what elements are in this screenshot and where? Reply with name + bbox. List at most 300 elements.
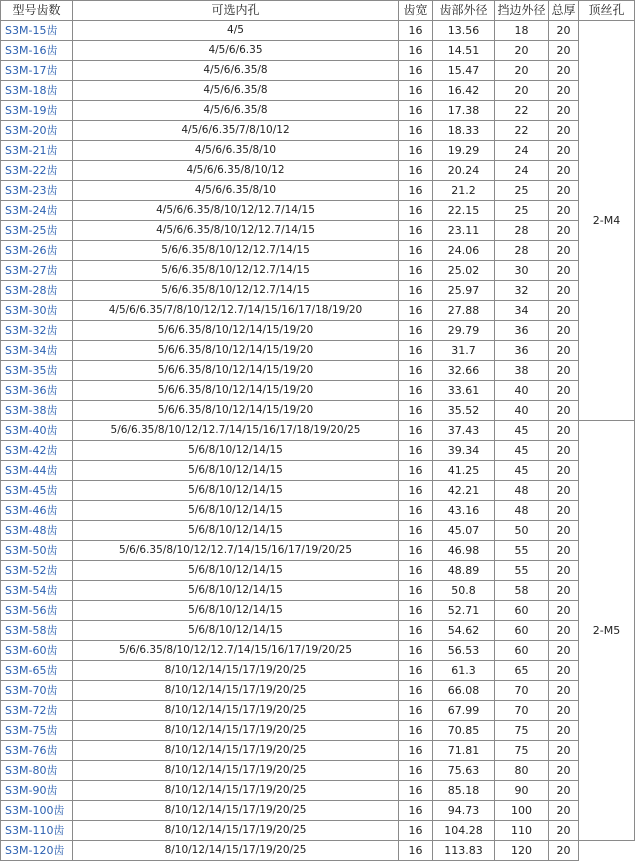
cell-model: S3M-22齿: [1, 161, 73, 181]
table-row: [1, 601, 635, 621]
cell-tooth-od: 85.18: [433, 781, 495, 801]
cell-tooth-width: 16: [399, 701, 433, 721]
cell-tooth-width: 16: [399, 641, 433, 661]
cell-total-thickness: 20: [549, 361, 579, 381]
header-tooth-od: 齿部外径: [433, 1, 495, 21]
cell-model: S3M-100齿: [1, 801, 73, 821]
table-row: [1, 361, 635, 381]
cell-model: S3M-54齿: [1, 581, 73, 601]
cell-bores: 4/5/6/6.35/8/10: [73, 181, 399, 201]
cell-flange-od: 22: [495, 121, 549, 141]
cell-tooth-od: 46.98: [433, 541, 495, 561]
cell-tooth-width: 16: [399, 841, 433, 861]
cell-tooth-od: 29.79: [433, 321, 495, 341]
cell-total-thickness: 20: [549, 81, 579, 101]
cell-flange-od: 24: [495, 161, 549, 181]
cell-model: S3M-40齿: [1, 421, 73, 441]
cell-model: S3M-75齿: [1, 721, 73, 741]
table-row: [1, 141, 635, 161]
table-row: [1, 801, 635, 821]
cell-bores: 4/5/6/6.35/8: [73, 61, 399, 81]
table-row: [1, 781, 635, 801]
cell-model: S3M-23齿: [1, 181, 73, 201]
cell-tooth-od: 70.85: [433, 721, 495, 741]
table-row: [1, 321, 635, 341]
cell-tooth-od: 42.21: [433, 481, 495, 501]
cell-total-thickness: 20: [549, 721, 579, 741]
cell-tooth-od: 43.16: [433, 501, 495, 521]
cell-tooth-width: 16: [399, 381, 433, 401]
cell-tooth-width: 16: [399, 581, 433, 601]
cell-tooth-width: 16: [399, 781, 433, 801]
cell-bores: 5/6/6.35/8/10/12/12.7/14/15: [73, 261, 399, 281]
cell-flange-od: 24: [495, 141, 549, 161]
cell-model: S3M-28齿: [1, 281, 73, 301]
cell-total-thickness: 20: [549, 781, 579, 801]
table-row: [1, 241, 635, 261]
cell-total-thickness: 20: [549, 681, 579, 701]
cell-model: S3M-44齿: [1, 461, 73, 481]
cell-tooth-width: 16: [399, 21, 433, 41]
cell-tooth-width: 16: [399, 341, 433, 361]
cell-tooth-width: 16: [399, 261, 433, 281]
cell-total-thickness: 20: [549, 601, 579, 621]
cell-flange-od: 50: [495, 521, 549, 541]
cell-total-thickness: 20: [549, 421, 579, 441]
cell-tooth-od: 22.15: [433, 201, 495, 221]
cell-flange-od: 28: [495, 241, 549, 261]
cell-bores: 8/10/12/14/15/17/19/20/25: [73, 841, 399, 861]
cell-bores: 5/6/6.35/8/10/12/14/15/19/20: [73, 381, 399, 401]
table-row: [1, 461, 635, 481]
cell-total-thickness: 20: [549, 101, 579, 121]
table-row: [1, 81, 635, 101]
cell-bores: 4/5/6/6.35/8/10/12/12.7/14/15: [73, 201, 399, 221]
table-row: [1, 121, 635, 141]
cell-total-thickness: 20: [549, 221, 579, 241]
cell-tooth-od: 25.02: [433, 261, 495, 281]
cell-flange-od: 75: [495, 721, 549, 741]
cell-flange-od: 36: [495, 321, 549, 341]
cell-tooth-od: 14.51: [433, 41, 495, 61]
cell-tooth-width: 16: [399, 801, 433, 821]
table-row: [1, 641, 635, 661]
cell-model: S3M-72齿: [1, 701, 73, 721]
cell-model: S3M-34齿: [1, 341, 73, 361]
cell-total-thickness: 20: [549, 401, 579, 421]
cell-model: S3M-58齿: [1, 621, 73, 641]
cell-total-thickness: 20: [549, 541, 579, 561]
cell-bores: 4/5/6/6.35/8/10/12: [73, 161, 399, 181]
cell-bores: 5/6/6.35/8/10/12/12.7/14/15/16/17/19/20/25: [73, 641, 399, 661]
table-row: [1, 541, 635, 561]
cell-total-thickness: 20: [549, 201, 579, 221]
cell-flange-od: 38: [495, 361, 549, 381]
cell-model: S3M-56齿: [1, 601, 73, 621]
cell-bores: 4/5/6/6.35/8/10: [73, 141, 399, 161]
cell-tooth-od: 71.81: [433, 741, 495, 761]
cell-flange-od: 55: [495, 561, 549, 581]
cell-model: S3M-60齿: [1, 641, 73, 661]
cell-flange-od: 48: [495, 501, 549, 521]
cell-total-thickness: 20: [549, 561, 579, 581]
cell-model: S3M-50齿: [1, 541, 73, 561]
cell-flange-od: 25: [495, 181, 549, 201]
table-row: [1, 661, 635, 681]
cell-flange-od: 20: [495, 41, 549, 61]
cell-tooth-od: 20.24: [433, 161, 495, 181]
table-row: [1, 721, 635, 741]
cell-tooth-width: 16: [399, 561, 433, 581]
table-row: [1, 521, 635, 541]
cell-model: S3M-26齿: [1, 241, 73, 261]
cell-bores: 5/6/8/10/12/14/15: [73, 561, 399, 581]
cell-flange-od: 40: [495, 381, 549, 401]
cell-total-thickness: 20: [549, 761, 579, 781]
cell-flange-od: 70: [495, 701, 549, 721]
cell-tooth-od: 32.66: [433, 361, 495, 381]
cell-model: S3M-27齿: [1, 261, 73, 281]
cell-total-thickness: 20: [549, 481, 579, 501]
cell-bores: 4/5/6/6.35/8/10/12/12.7/14/15: [73, 221, 399, 241]
cell-tooth-od: 27.88: [433, 301, 495, 321]
table-row: [1, 221, 635, 241]
cell-model: S3M-90齿: [1, 781, 73, 801]
cell-total-thickness: 20: [549, 381, 579, 401]
cell-model: S3M-18齿: [1, 81, 73, 101]
cell-tooth-od: 24.06: [433, 241, 495, 261]
cell-flange-od: 30: [495, 261, 549, 281]
cell-flange-od: 22: [495, 101, 549, 121]
cell-total-thickness: 20: [549, 281, 579, 301]
cell-tooth-od: 66.08: [433, 681, 495, 701]
cell-tooth-width: 16: [399, 601, 433, 621]
table-row: [1, 381, 635, 401]
cell-tooth-od: 56.53: [433, 641, 495, 661]
table-row: [1, 701, 635, 721]
cell-total-thickness: 20: [549, 441, 579, 461]
cell-model: S3M-20齿: [1, 121, 73, 141]
cell-total-thickness: 20: [549, 701, 579, 721]
cell-bores: 8/10/12/14/15/17/19/20/25: [73, 701, 399, 721]
table-body: [1, 21, 635, 861]
table-row: [1, 501, 635, 521]
cell-model: S3M-42齿: [1, 441, 73, 461]
cell-flange-od: 36: [495, 341, 549, 361]
cell-bores: 4/5: [73, 21, 399, 41]
table-row: [1, 281, 635, 301]
cell-flange-od: 40: [495, 401, 549, 421]
cell-tooth-od: 19.29: [433, 141, 495, 161]
table-row: [1, 161, 635, 181]
cell-tooth-width: 16: [399, 61, 433, 81]
cell-total-thickness: 20: [549, 461, 579, 481]
cell-flange-od: 110: [495, 821, 549, 841]
cell-total-thickness: 20: [549, 641, 579, 661]
table-row: [1, 401, 635, 421]
cell-tooth-width: 16: [399, 681, 433, 701]
cell-model: S3M-45齿: [1, 481, 73, 501]
header-total-thickness: 总厚: [549, 1, 579, 21]
cell-tooth-od: 18.33: [433, 121, 495, 141]
cell-bores: 5/6/6.35/8/10/12/14/15/19/20: [73, 321, 399, 341]
cell-tooth-od: 54.62: [433, 621, 495, 641]
cell-model: S3M-15齿: [1, 21, 73, 41]
cell-flange-od: 25: [495, 201, 549, 221]
cell-flange-od: 65: [495, 661, 549, 681]
cell-model: S3M-110齿: [1, 821, 73, 841]
table-row: [1, 421, 635, 441]
cell-bores: 8/10/12/14/15/17/19/20/25: [73, 801, 399, 821]
cell-tooth-width: 16: [399, 301, 433, 321]
cell-flange-od: 45: [495, 421, 549, 441]
cell-bores: 5/6/6.35/8/10/12/12.7/14/15/16/17/18/19/20/25: [73, 421, 399, 441]
cell-bores: 5/6/6.35/8/10/12/12.7/14/15: [73, 241, 399, 261]
cell-bores: 5/6/8/10/12/14/15: [73, 461, 399, 481]
cell-tooth-width: 16: [399, 141, 433, 161]
cell-total-thickness: 20: [549, 321, 579, 341]
cell-tooth-width: 16: [399, 441, 433, 461]
cell-tooth-od: 61.3: [433, 661, 495, 681]
cell-tooth-width: 16: [399, 401, 433, 421]
table-row: [1, 821, 635, 841]
cell-flange-od: 75: [495, 741, 549, 761]
cell-bores: 8/10/12/14/15/17/19/20/25: [73, 781, 399, 801]
cell-tooth-od: 39.34: [433, 441, 495, 461]
table-row: [1, 681, 635, 701]
cell-total-thickness: 20: [549, 181, 579, 201]
cell-total-thickness: 20: [549, 301, 579, 321]
cell-tooth-od: 25.97: [433, 281, 495, 301]
table-row: [1, 21, 635, 41]
cell-tooth-width: 16: [399, 181, 433, 201]
cell-tooth-width: 16: [399, 201, 433, 221]
cell-bores: 5/6/8/10/12/14/15: [73, 441, 399, 461]
cell-bores: 5/6/8/10/12/14/15: [73, 521, 399, 541]
cell-total-thickness: 20: [549, 841, 579, 861]
cell-flange-od: 28: [495, 221, 549, 241]
cell-set-screw: 2-M4: [579, 21, 635, 421]
cell-model: S3M-48齿: [1, 521, 73, 541]
table-row: [1, 181, 635, 201]
header-flange-od: 挡边外径: [495, 1, 549, 21]
cell-model: S3M-19齿: [1, 101, 73, 121]
cell-model: S3M-17齿: [1, 61, 73, 81]
cell-bores: 5/6/8/10/12/14/15: [73, 481, 399, 501]
cell-total-thickness: 20: [549, 801, 579, 821]
cell-bores: 5/6/8/10/12/14/15: [73, 501, 399, 521]
cell-model: S3M-38齿: [1, 401, 73, 421]
cell-bores: 8/10/12/14/15/17/19/20/25: [73, 661, 399, 681]
cell-model: S3M-24齿: [1, 201, 73, 221]
cell-tooth-od: 52.71: [433, 601, 495, 621]
cell-tooth-width: 16: [399, 521, 433, 541]
cell-flange-od: 60: [495, 601, 549, 621]
cell-tooth-od: 94.73: [433, 801, 495, 821]
cell-tooth-width: 16: [399, 621, 433, 641]
cell-model: S3M-52齿: [1, 561, 73, 581]
cell-flange-od: 55: [495, 541, 549, 561]
cell-tooth-width: 16: [399, 81, 433, 101]
cell-tooth-od: 23.11: [433, 221, 495, 241]
cell-bores: 8/10/12/14/15/17/19/20/25: [73, 741, 399, 761]
cell-flange-od: 18: [495, 21, 549, 41]
cell-tooth-width: 16: [399, 481, 433, 501]
cell-tooth-width: 16: [399, 661, 433, 681]
cell-tooth-od: 15.47: [433, 61, 495, 81]
cell-tooth-width: 16: [399, 421, 433, 441]
table-row: [1, 261, 635, 281]
cell-total-thickness: 20: [549, 141, 579, 161]
cell-bores: 4/5/6/6.35/8: [73, 81, 399, 101]
header-set-screw: 顶丝孔: [579, 1, 635, 21]
table-row: [1, 41, 635, 61]
cell-flange-od: 20: [495, 81, 549, 101]
cell-total-thickness: 20: [549, 741, 579, 761]
cell-total-thickness: 20: [549, 121, 579, 141]
cell-tooth-width: 16: [399, 161, 433, 181]
cell-tooth-od: 31.7: [433, 341, 495, 361]
cell-flange-od: 100: [495, 801, 549, 821]
cell-flange-od: 60: [495, 641, 549, 661]
cell-tooth-width: 16: [399, 241, 433, 261]
cell-model: S3M-46齿: [1, 501, 73, 521]
cell-tooth-od: 37.43: [433, 421, 495, 441]
cell-model: S3M-25齿: [1, 221, 73, 241]
cell-tooth-od: 17.38: [433, 101, 495, 121]
cell-bores: 5/6/6.35/8/10/12/14/15/19/20: [73, 341, 399, 361]
cell-model: S3M-30齿: [1, 301, 73, 321]
cell-total-thickness: 20: [549, 821, 579, 841]
header-tooth-width: 齿宽: [399, 1, 433, 21]
cell-bores: 5/6/8/10/12/14/15: [73, 621, 399, 641]
header-model: 型号齿数: [1, 1, 73, 21]
cell-tooth-width: 16: [399, 741, 433, 761]
cell-bores: 5/6/6.35/8/10/12/14/15/19/20: [73, 361, 399, 381]
cell-tooth-od: 67.99: [433, 701, 495, 721]
cell-model: S3M-35齿: [1, 361, 73, 381]
table-row: [1, 61, 635, 81]
cell-tooth-od: 75.63: [433, 761, 495, 781]
cell-flange-od: 32: [495, 281, 549, 301]
cell-bores: 8/10/12/14/15/17/19/20/25: [73, 761, 399, 781]
cell-total-thickness: 20: [549, 581, 579, 601]
cell-flange-od: 120: [495, 841, 549, 861]
cell-model: S3M-16齿: [1, 41, 73, 61]
cell-model: S3M-70齿: [1, 681, 73, 701]
cell-bores: 8/10/12/14/15/17/19/20/25: [73, 821, 399, 841]
cell-model: S3M-36齿: [1, 381, 73, 401]
cell-flange-od: 80: [495, 761, 549, 781]
cell-tooth-width: 16: [399, 361, 433, 381]
table-row: [1, 341, 635, 361]
table-row: [1, 581, 635, 601]
cell-total-thickness: 20: [549, 501, 579, 521]
cell-flange-od: 20: [495, 61, 549, 81]
cell-tooth-od: 104.28: [433, 821, 495, 841]
cell-model: S3M-32齿: [1, 321, 73, 341]
cell-tooth-width: 16: [399, 761, 433, 781]
cell-flange-od: 70: [495, 681, 549, 701]
cell-bores: 5/6/8/10/12/14/15: [73, 581, 399, 601]
cell-model: S3M-21齿: [1, 141, 73, 161]
table-row: [1, 301, 635, 321]
cell-tooth-width: 16: [399, 101, 433, 121]
cell-bores: 4/5/6/6.35: [73, 41, 399, 61]
cell-tooth-width: 16: [399, 821, 433, 841]
cell-model: S3M-76齿: [1, 741, 73, 761]
cell-flange-od: 34: [495, 301, 549, 321]
cell-flange-od: 90: [495, 781, 549, 801]
cell-tooth-od: 45.07: [433, 521, 495, 541]
cell-total-thickness: 20: [549, 161, 579, 181]
cell-bores: 5/6/6.35/8/10/12/12.7/14/15: [73, 281, 399, 301]
cell-total-thickness: 20: [549, 21, 579, 41]
header-row: [1, 1, 635, 21]
cell-total-thickness: 20: [549, 661, 579, 681]
table-row: [1, 481, 635, 501]
cell-bores: 5/6/6.35/8/10/12/14/15/19/20: [73, 401, 399, 421]
table-row: [1, 761, 635, 781]
cell-total-thickness: 20: [549, 41, 579, 61]
cell-tooth-od: 21.2: [433, 181, 495, 201]
header-bores: 可选内孔: [73, 1, 399, 21]
cell-flange-od: 45: [495, 461, 549, 481]
cell-tooth-width: 16: [399, 221, 433, 241]
cell-model: S3M-80齿: [1, 761, 73, 781]
cell-tooth-width: 16: [399, 721, 433, 741]
cell-flange-od: 58: [495, 581, 549, 601]
cell-tooth-od: 16.42: [433, 81, 495, 101]
cell-model: S3M-120齿: [1, 841, 73, 861]
cell-tooth-od: 50.8: [433, 581, 495, 601]
cell-tooth-width: 16: [399, 281, 433, 301]
cell-tooth-width: 16: [399, 41, 433, 61]
cell-bores: 5/6/6.35/8/10/12/12.7/14/15/16/17/19/20/25: [73, 541, 399, 561]
cell-tooth-width: 16: [399, 501, 433, 521]
cell-total-thickness: 20: [549, 261, 579, 281]
cell-tooth-od: 113.83: [433, 841, 495, 861]
cell-total-thickness: 20: [549, 341, 579, 361]
table-row: [1, 741, 635, 761]
cell-tooth-width: 16: [399, 541, 433, 561]
cell-flange-od: 60: [495, 621, 549, 641]
cell-model: S3M-65齿: [1, 661, 73, 681]
cell-bores: 4/5/6/6.35/8: [73, 101, 399, 121]
cell-tooth-od: 13.56: [433, 21, 495, 41]
cell-tooth-width: 16: [399, 121, 433, 141]
table-row: [1, 101, 635, 121]
cell-flange-od: 48: [495, 481, 549, 501]
table-row: [1, 621, 635, 641]
cell-total-thickness: 20: [549, 61, 579, 81]
table-row: [1, 201, 635, 221]
table-row: [1, 441, 635, 461]
cell-tooth-od: 33.61: [433, 381, 495, 401]
cell-total-thickness: 20: [549, 521, 579, 541]
cell-tooth-width: 16: [399, 321, 433, 341]
cell-tooth-width: 16: [399, 461, 433, 481]
cell-tooth-od: 41.25: [433, 461, 495, 481]
cell-bores: 8/10/12/14/15/17/19/20/25: [73, 721, 399, 741]
cell-total-thickness: 20: [549, 241, 579, 261]
cell-total-thickness: 20: [549, 621, 579, 641]
cell-set-screw: 2-M5: [579, 421, 635, 841]
cell-tooth-od: 48.89: [433, 561, 495, 581]
cell-bores: 4/5/6/6.35/7/8/10/12/12.7/14/15/16/17/18/19/20: [73, 301, 399, 321]
cell-flange-od: 45: [495, 441, 549, 461]
cell-bores: 4/5/6/6.35/7/8/10/12: [73, 121, 399, 141]
